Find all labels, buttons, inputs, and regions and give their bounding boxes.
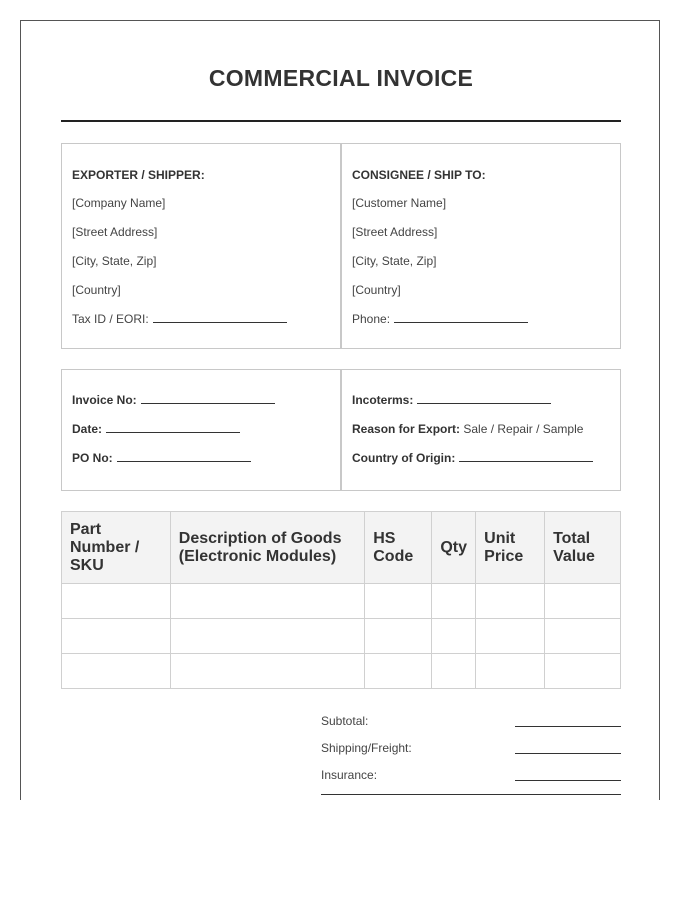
invoice-no-field[interactable] — [72, 393, 275, 407]
insurance-line[interactable] — [515, 780, 621, 781]
consignee-phone-line[interactable] — [394, 312, 528, 323]
date-field[interactable] — [72, 422, 240, 436]
consignee-customer[interactable]: [Customer Name] — [352, 196, 447, 210]
incoterms-label: Incoterms: — [352, 393, 414, 407]
shipping-line[interactable] — [515, 753, 621, 754]
consignee-phone-label: Phone: — [352, 312, 391, 326]
exporter-street[interactable]: [Street Address] — [72, 225, 158, 239]
invoice-details-box — [61, 369, 621, 491]
date-line[interactable] — [106, 422, 240, 433]
exporter-heading: EXPORTER / SHIPPER: — [72, 168, 205, 182]
subtotal-label: Subtotal: — [321, 714, 369, 728]
subtotal-line[interactable] — [515, 726, 621, 727]
consignee-city[interactable]: [City, State, Zip] — [352, 254, 437, 268]
exporter-company[interactable]: [Company Name] — [72, 196, 166, 210]
table-cell[interactable] — [365, 619, 432, 654]
table-cell[interactable] — [432, 584, 476, 619]
table-cell[interactable] — [62, 619, 171, 654]
reason-for-export-label: Reason for Export: — [352, 422, 461, 436]
table-cell[interactable] — [476, 584, 545, 619]
country-of-origin-line[interactable] — [459, 451, 593, 462]
exporter-tax-id-field[interactable] — [72, 312, 287, 326]
consignee-heading: CONSIGNEE / SHIP TO: — [352, 168, 486, 182]
invoice-page — [20, 20, 660, 800]
country-of-origin-field[interactable] — [352, 451, 593, 465]
table-cell[interactable] — [170, 654, 364, 689]
shipping-label: Shipping/Freight: — [321, 741, 412, 755]
incoterms-line[interactable] — [417, 393, 551, 404]
exporter-tax-id-line[interactable] — [153, 312, 287, 323]
po-no-field[interactable] — [72, 451, 251, 465]
date-label: Date: — [72, 422, 103, 436]
table-row — [62, 619, 621, 654]
po-no-line[interactable] — [117, 451, 251, 462]
col-header-total-value: Total Value — [545, 512, 621, 584]
parties-divider — [340, 144, 342, 348]
table-cell[interactable] — [545, 654, 621, 689]
incoterms-field[interactable] — [352, 393, 551, 407]
reason-for-export-value[interactable]: Sale / Repair / Sample — [463, 422, 584, 436]
col-header-qty: Qty — [432, 512, 476, 584]
invoice-no-line[interactable] — [141, 393, 275, 404]
exporter-country[interactable]: [Country] — [72, 283, 121, 297]
exporter-city[interactable]: [City, State, Zip] — [72, 254, 157, 268]
table-cell[interactable] — [476, 654, 545, 689]
invoice-no-label: Invoice No: — [72, 393, 137, 407]
line-items-table — [61, 511, 621, 689]
po-no-label: PO No: — [72, 451, 113, 465]
table-cell[interactable] — [545, 584, 621, 619]
table-cell[interactable] — [545, 619, 621, 654]
table-cell[interactable] — [62, 584, 171, 619]
consignee-phone-field[interactable] — [352, 312, 528, 326]
table-cell[interactable] — [170, 584, 364, 619]
details-divider — [340, 370, 342, 490]
consignee-street[interactable]: [Street Address] — [352, 225, 438, 239]
totals-divider — [321, 794, 621, 795]
table-row — [62, 584, 621, 619]
table-cell[interactable] — [365, 584, 432, 619]
title-divider — [61, 120, 621, 122]
col-header-hs-code: HS Code — [365, 512, 432, 584]
insurance-row — [321, 768, 621, 784]
consignee-country[interactable]: [Country] — [352, 283, 401, 297]
insurance-label: Insurance: — [321, 768, 378, 782]
parties-box — [61, 143, 621, 349]
col-header-part-number: Part Number / SKU — [62, 512, 171, 584]
country-of-origin-label: Country of Origin: — [352, 451, 456, 465]
table-cell[interactable] — [170, 619, 364, 654]
col-header-unit-price: Unit Price — [476, 512, 545, 584]
reason-for-export-field[interactable] — [352, 422, 583, 436]
table-row — [62, 654, 621, 689]
subtotal-row — [321, 714, 621, 730]
table-cell[interactable] — [476, 619, 545, 654]
table-cell[interactable] — [365, 654, 432, 689]
col-header-description: Description of Goods (Electronic Modules) — [170, 512, 364, 584]
table-cell[interactable] — [432, 619, 476, 654]
table-header-row — [62, 512, 621, 584]
table-cell[interactable] — [62, 654, 171, 689]
table-cell[interactable] — [432, 654, 476, 689]
exporter-tax-id-label: Tax ID / EORI: — [72, 312, 149, 326]
invoice-title: COMMERCIAL INVOICE — [208, 65, 474, 91]
shipping-row — [321, 741, 621, 757]
